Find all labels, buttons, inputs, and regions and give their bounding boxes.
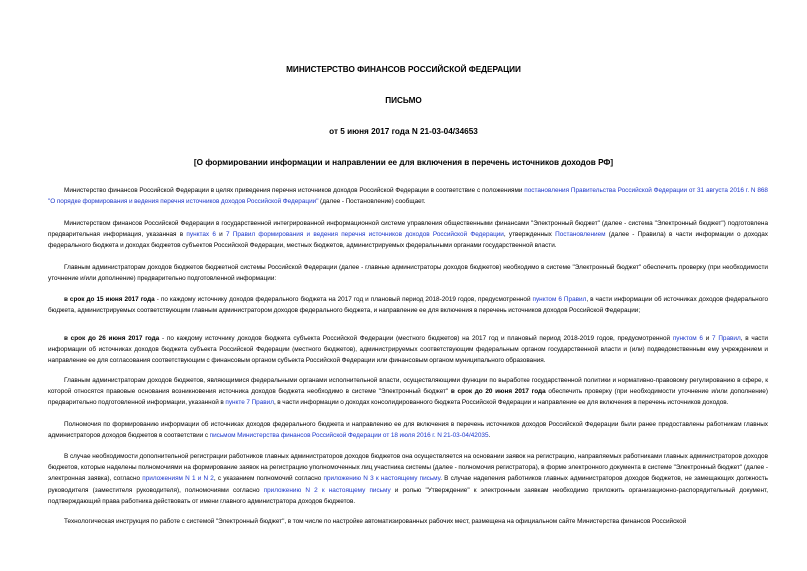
text: Полномочия по формированию информации об источниках доходов федерального бюджета и направлению ее для включения в перечень источников доходов Российской Федерации были ранее предоставлены работникам главных администраторов доходов бюджетов в соответствии с [48, 421, 768, 440]
link-punkt-6-pravil[interactable]: пунктом 6 Правил [532, 296, 587, 303]
text: В случае необходимости дополнительной регистрации работников главных администраторов доходов бюджетов она осуществляется на основании заявок на регистрацию, направляемых работниками главных администраторов доходов бюджетов, которые наделены полномочиями на формирование заявок на регистрацию уполномоченных лиц участника системы (далее - полномочия регистратора), в форме электронного документа в системе "Электронный бюджет" (далее - электронная заявка), согласно [48, 453, 768, 483]
deadline-15-june: в срок до 15 июня 2017 года [64, 296, 155, 303]
document-type: ПИСЬМО [385, 96, 422, 105]
text: , с указанием полномочий согласно [213, 475, 324, 483]
ministry-title: МИНИСТЕРСТВО ФИНАНСОВ РОССИЙСКОЙ ФЕДЕРАЦИИ [286, 65, 521, 74]
document-date-number: от 5 июня 2017 года N 21-03-04/34653 [329, 127, 478, 136]
deadline-26-june: в срок до 26 июня 2017 года [64, 335, 160, 342]
link-prilozheniya-1-2[interactable]: приложениям N 1 и N 2 [142, 475, 214, 483]
text: (далее - Постановление) сообщает. [318, 198, 426, 206]
paragraph-8 [48, 451, 768, 507]
text: Технологическая инструкция по работе с системой "Электронный бюджет", в том числе по настройке автоматизированных рабочих мест, размещена на официальном сайте Министерства финансов Российской [64, 518, 687, 525]
link-pravila[interactable]: 7 Правил формирования и ведения перечня источников доходов Российской Федерации [225, 231, 504, 239]
link-punkt-6[interactable]: пунктах 6 [186, 231, 216, 239]
text: Министерством финансов Российской Федерации в государственной интегрированной информационной системе управления общественными финансами "Электронный бюджет" (далее - система "Электронный бюджет") подготовлена предварительная информация, указанная в [48, 220, 768, 239]
paragraph-7 [48, 419, 768, 441]
paragraph-4 [48, 294, 768, 316]
text: Главным администраторам доходов бюджетов бюджетной системы Российской Федерации (далее - главные администраторы доходов бюджетов) необходимо в системе "Электронный бюджет" обеспечить проверку (при необходимости уточнение и/или дополнение) предварительно подготовленной информации: [48, 264, 768, 283]
link-7-pravil[interactable]: 7 Правил [712, 335, 741, 342]
paragraph-1 [48, 185, 768, 207]
text: Министерство финансов Российской Федерации в целях приведения перечня источников доходов Российской Федерации в соответствие с положениями [64, 187, 525, 194]
text: и [215, 231, 226, 239]
text: , в части информации об источниках доходов бюджета субъекта Российской Федерации (местного бюджетов), администрируемых соответствующим федеральным органом государственной власти и (или) подведомственным ему учреждением и направление ее для согласования соответствующим с финансовым органом субъекта Российской Федерации или финансовым органом муниципального образования. [48, 335, 768, 365]
link-punkt-6[interactable]: пунктом 6 [672, 335, 703, 342]
text: - по каждому источнику доходов федерального бюджета на 2017 год и плановый период 2018-2019 годов, предусмотренной [154, 296, 533, 303]
text: Главным администраторам доходов бюджетов, являющимися федеральными органами исполнительной власти, осуществляющими функции по выработке государственной политики и нормативно-правовому регулированию в сфере, к которой относятся правовые основания возникновения источника доходов бюджета необходимо в системе "Электронный бюджет" [48, 377, 768, 396]
paragraph-3 [48, 262, 768, 284]
text: (далее - Правила) в части информации о доходах федерального бюджета и доходах бюджетов субъектов Российской Федерации, местных бюджетов, администрируемых федеральными органами государственной власти. [48, 231, 768, 250]
paragraph-6 [48, 375, 768, 409]
link-postanovlenie-868[interactable]: постановления Правительства Российской Федерации от 31 августа 2016 г. N 868 "О порядке формирования и ведения перечня источников доходов Российской Федерации" [48, 187, 768, 206]
paragraph-2 [48, 218, 768, 252]
document-subject: [О формировании информации и направлении ее для включения в перечень источников доходов РФ] [193, 158, 614, 167]
link-pismo-minfin[interactable]: письмом Министерства финансов Российской Федерации от 18 июля 2016 г. N 21-03-04/42035 [209, 432, 489, 440]
text: - по каждому источнику доходов бюджета субъекта Российской Федерации (местного бюджетов) на 2017 год и плановый период 2018-2019 годов, предусмотренной [159, 335, 673, 342]
text: . [488, 432, 491, 440]
text: , в части информации о доходах консолидированного бюджета Российской Федерации и направление ее для включения в перечень источников доходов. [273, 399, 729, 407]
text: обеспечить проверку (при необходимости уточнение и/или дополнение) предварительно подготовленной информации, указанной в [48, 388, 768, 407]
paragraph-5 [48, 333, 768, 367]
text: , утвержденных [503, 231, 556, 239]
text: , в части информации об источниках доходов федерального бюджета, администрируемых соответствующим главным администратором доходов федерального бюджета, и направление ее для включения в перечень источников доходов Российской Федерации; [48, 296, 769, 315]
link-postanovleniem[interactable]: Постановлением [555, 231, 606, 239]
text: и ролью "Утверждение" к электронным заявкам необходимо приложить организационно-распорядительный документ, подтверждающий права работника действовать от имени главного администратора доходов бюджетов. [48, 486, 768, 505]
text: и [702, 335, 713, 342]
link-prilozhenie-3[interactable]: приложению N 3 к настоящему письму [323, 475, 441, 483]
link-punkt-7-pravil[interactable]: пункте 7 Правил [225, 399, 274, 407]
paragraph-9 [48, 516, 768, 527]
text: . В случае наделения работников главных администраторов доходов бюджетов, не замещающих должность руководителя (заместителя руководителя), полномочиями согласно [48, 475, 769, 494]
deadline-20-june: в срок до 20 июня 2017 года [450, 388, 546, 396]
link-prilozhenie-2[interactable]: приложению N 2 к настоящему письму [263, 486, 391, 494]
